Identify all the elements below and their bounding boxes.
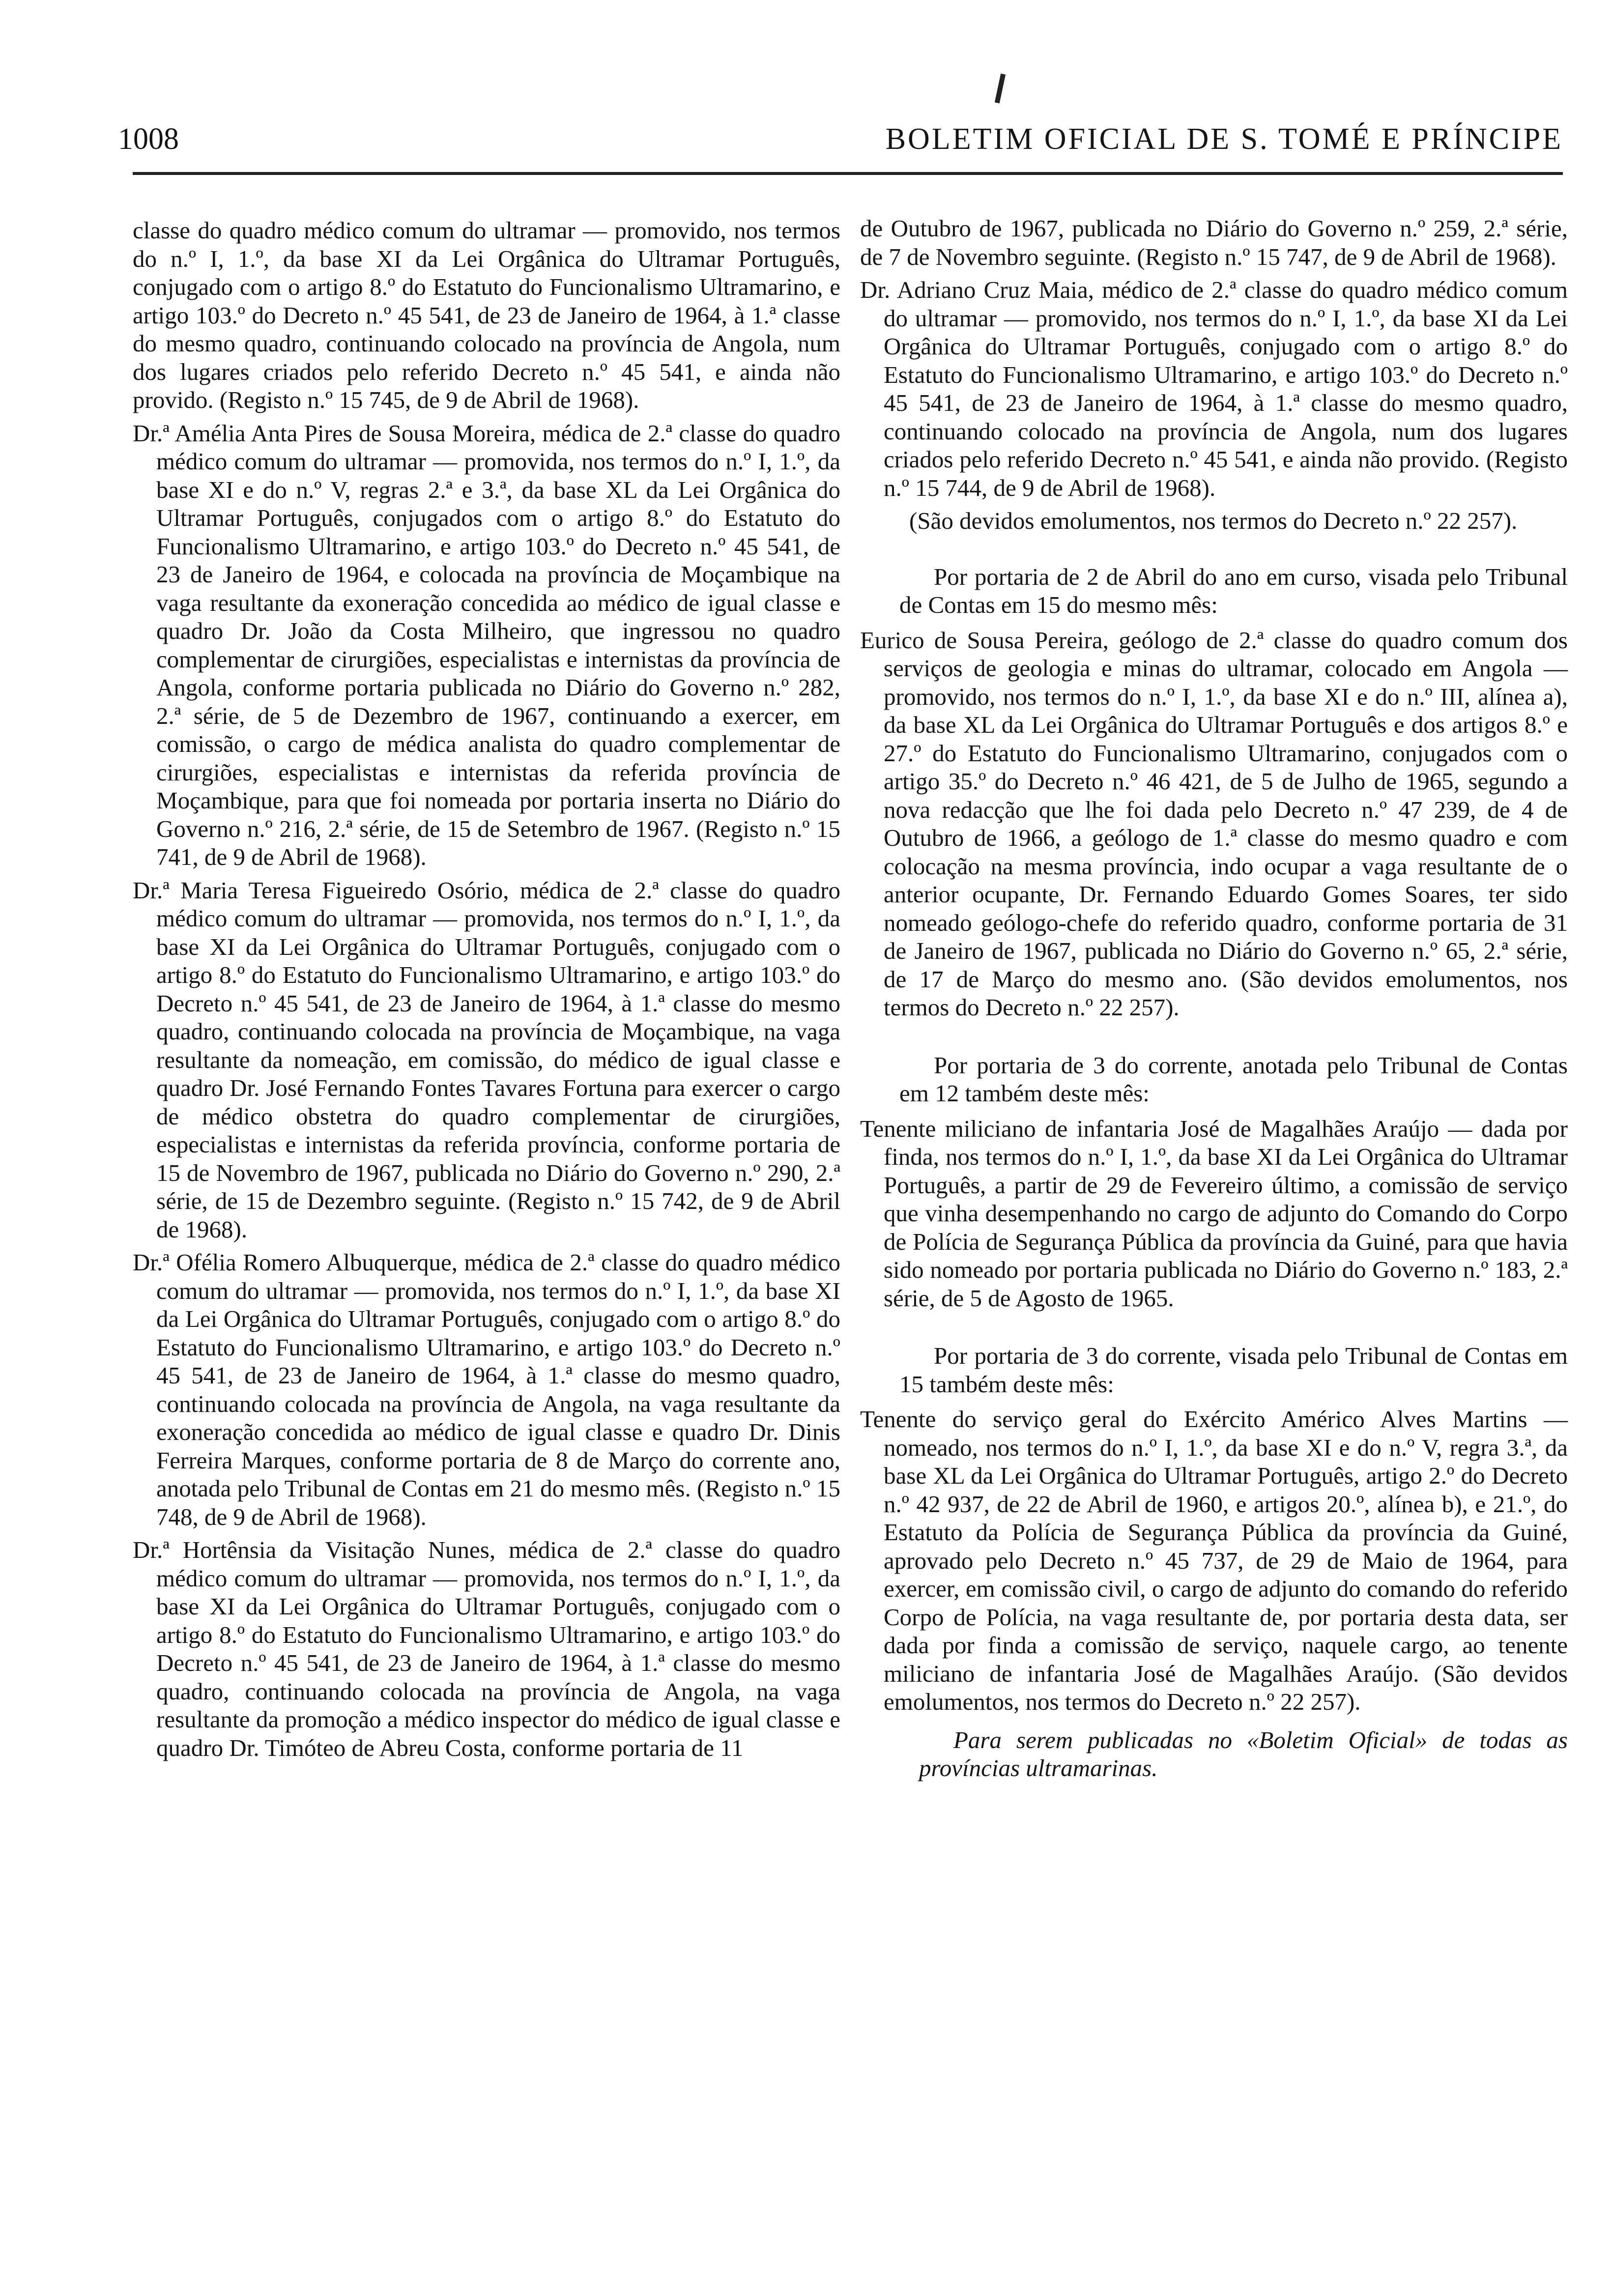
closing-note: Para serem publicadas no «Boletim Oficial» de todas as províncias ultramarinas.: [919, 1726, 1568, 1781]
journal-title: BOLETIM OFICIAL DE S. TOMÉ E PRÍNCIPE: [885, 122, 1563, 156]
section-heading: Por portaria de 3 do corrente, visada pelo Tribunal de Contas em 15 também deste mês:: [899, 1342, 1568, 1398]
ink-mark: [995, 74, 1006, 104]
paragraph: Eurico de Sousa Pereira, geólogo de 2.ª classe do quadro comum dos serviços de geologia e minas do ultramar, colocado em Angola — promovido, nos termos do n.º I, 1.º, da base XI e do n.º III, alínea a), da base XL da Lei Orgânica do Ultramar Português e dos artigos 8.º e 27.º do Estatuto do Funcionalismo Ultramarino, conjugados com o artigo 35.º do Decreto n.º 46 421, de 5 de Julho de 1965, segundo a nova redacção que lhe foi dada pelo Decreto n.º 47 239, de 4 de Outubro de 1966, a geólogo de 1.ª classe do mesmo quadro e com colocação na mesma província, indo ocupar a vaga resultante de o anterior ocupante, Dr. Fernando Eduardo Gomes Soares, ter sido nomeado geólogo-chefe do referido quadro, conforme portaria de 31 de Janeiro de 1967, publicada no Diário do Governo n.º 65, 2.ª série, de 17 de Março do mesmo ano. (São devidos emolumentos, nos termos do Decreto n.º 22 257).: [860, 626, 1568, 1021]
paragraph: Dr.ª Ofélia Romero Albuquerque, médica de 2.ª classe do quadro médico comum do ultramar — promovida, nos termos do n.º I, 1.º, da base XI da Lei Orgânica do Ultramar Português, conjugado com o artigo 8.º do Estatuto do Funcionalismo Ultramarino, e artigo 103.º do Decreto n.º 45 541, de 23 de Janeiro de 1964, à 1.ª classe do mesmo quadro, continuando colocada na província de Angola, na vaga resultante da exoneração concedida ao médico de igual classe e quadro Dr. Dinis Ferreira Marques, conforme portaria de 8 de Março do corrente ano, anotada pelo Tribunal de Contas em 21 do mesmo mês. (Registo n.º 15 748, de 9 de Abril de 1968).: [133, 1249, 840, 1530]
paragraph: Tenente miliciano de infantaria José de Magalhães Araújo — dada por finda, nos termos do n.º I, 1.º, da base XI da Lei Orgânica do Ultramar Português, a partir de 29 de Fevereiro último, a comissão de serviço que vinha desempenhando no cargo de adjunto do Comando do Corpo de Polícia de Segurança Pública da província da Guiné, para que havia sido nomeado por portaria publicada no Diário do Governo n.º 183, 2.ª série, de 5 de Agosto de 1965.: [860, 1115, 1568, 1312]
page-number: 1008: [118, 122, 179, 156]
paragraph: Tenente do serviço geral do Exército Américo Alves Martins — nomeado, nos termos do n.º I, 1.º, da base XI e do n.º V, regra 3.ª, da base XL da Lei Orgânica do Ultramar Português, artigo 2.º do Decreto n.º 42 937, de 22 de Abril de 1960, e artigos 20.º, alínea b), e 21.º, do Estatuto da Polícia de Segurança Pública da província da Guiné, aprovado pelo Decreto n.º 45 737, de 29 de Maio de 1964, para exercer, em comissão civil, o cargo de adjunto do comando do referido Corpo de Polícia, na vaga resultante de, por portaria desta data, ser dada por finda a comissão de serviço, naquele cargo, ao tenente miliciano de infantaria José de Magalhães Araújo. (São devidos emolumentos, nos termos do Decreto n.º 22 257).: [860, 1406, 1568, 1715]
page-header: [118, 122, 1563, 166]
left-column: [133, 216, 840, 1767]
paragraph: Dr. Adriano Cruz Maia, médico de 2.ª classe do quadro médico comum do ultramar — promovido, nos termos do n.º I, 1.º, da base XI da Lei Orgânica do Ultramar Português, conjugado com o artigo 8.º do Estatuto do Funcionalismo Ultramarino, e artigo 103.º do Decreto n.º 45 541, de 23 de Janeiro de 1964, à 1.ª classe do mesmo quadro, continuando colocado na província de Angola, num dos lugares criados pelo referido Decreto n.º 45 541, e ainda não provido. (Registo n.º 15 744, de 9 de Abril de 1968).: [860, 276, 1568, 501]
section-heading: Por portaria de 3 do corrente, anotada pelo Tribunal de Contas em 12 também deste mês:: [899, 1051, 1568, 1107]
paragraph: Dr.ª Amélia Anta Pires de Sousa Moreira, médica de 2.ª classe do quadro médico comum do ultramar — promovida, nos termos do n.º I, 1.º, da base XI e do n.º V, regras 2.ª e 3.ª, da base XL da Lei Orgânica do Ultramar Português, conjugados com o artigo 8.º do Estatuto do Funcionalismo Ultramarino, e artigo 103.º do Decreto n.º 45 541, de 23 de Janeiro de 1964, e colocada na província de Moçambique na vaga resultante da exoneração concedida ao médico de igual classe e quadro Dr. João da Costa Milheiro, que ingressou no quadro complementar de cirurgiões, especialistas e internistas da província de Angola, conforme portaria publicada no Diário do Governo n.º 282, 2.ª série, de 5 de Dezembro de 1967, continuando a exercer, em comissão, o cargo de médica analista do quadro complementar de cirurgiões, especialistas e internistas da referida província de Moçambique, para que foi nomeada por portaria inserta no Diário do Governo n.º 216, 2.ª série, de 15 de Setembro de 1967. (Registo n.º 15 741, de 9 de Abril de 1968).: [133, 419, 840, 870]
right-column: [860, 214, 1568, 1782]
paragraph: de Outubro de 1967, publicada no Diário do Governo n.º 259, 2.ª série, de 7 de Novembro seguinte. (Registo n.º 15 747, de 9 de Abril de 1968).: [860, 215, 1568, 270]
paragraph: Dr.ª Maria Teresa Figueiredo Osório, médica de 2.ª classe do quadro médico comum do ultramar — promovida, nos termos do n.º I, 1.º, da base XI da Lei Orgânica do Ultramar Português, conjugado com o artigo 8.º do Estatuto do Funcionalismo Ultramarino, e artigo 103.º do Decreto n.º 45 541, de 23 de Janeiro de 1964, à 1.ª classe do mesmo quadro, continuando colocada na província de Moçambique, na vaga resultante da nomeação, em comissão, do médico de igual classe e quadro Dr. José Fernando Fontes Tavares Fortuna para exercer o cargo de médico obstetra do quadro complementar de cirurgiões, especialistas e internistas da referida província, conforme portaria de 15 de Novembro de 1967, publicada no Diário do Governo n.º 290, 2.ª série, de 15 de Dezembro seguinte. (Registo n.º 15 742, de 9 de Abril de 1968).: [133, 876, 840, 1243]
emoluments-note: (São devidos emolumentos, nos termos do Decreto n.º 22 257).: [909, 507, 1518, 534]
paragraph: classe do quadro médico comum do ultramar — promovido, nos termos do n.º I, 1.º, da base XI da Lei Orgânica do Ultramar Português, conjugado com o artigo 8.º do Estatuto do Funcionalismo Ultramarino, e artigo 103.º do Decreto n.º 45 541, de 23 de Janeiro de 1964, à 1.ª classe do mesmo quadro, continuando colocado na província de Angola, num dos lugares criados pelo referido Decreto n.º 45 541, e ainda não provido. (Registo n.º 15 745, de 9 de Abril de 1968).: [133, 217, 840, 413]
paragraph: Dr.ª Hortênsia da Visitação Nunes, médica de 2.ª classe do quadro médico comum do ultramar — promovida, nos termos do n.º I, 1.º, da base XI da Lei Orgânica do Ultramar Português, conjugado com o artigo 8.º do Estatuto do Funcionalismo Ultramarino, e artigo 103.º do Decreto n.º 45 541, de 23 de Janeiro de 1964, à 1.ª classe do mesmo quadro, continuando colocada na província de Angola, na vaga resultante da promoção a médico inspector do médico de igual classe e quadro Dr. Timóteo de Abreu Costa, conforme portaria de 11: [133, 1536, 840, 1761]
header-rule: [133, 172, 1563, 175]
section-heading: Por portaria de 2 de Abril do ano em curso, visada pelo Tribunal de Contas em 15 do mesmo mês:: [899, 563, 1568, 618]
